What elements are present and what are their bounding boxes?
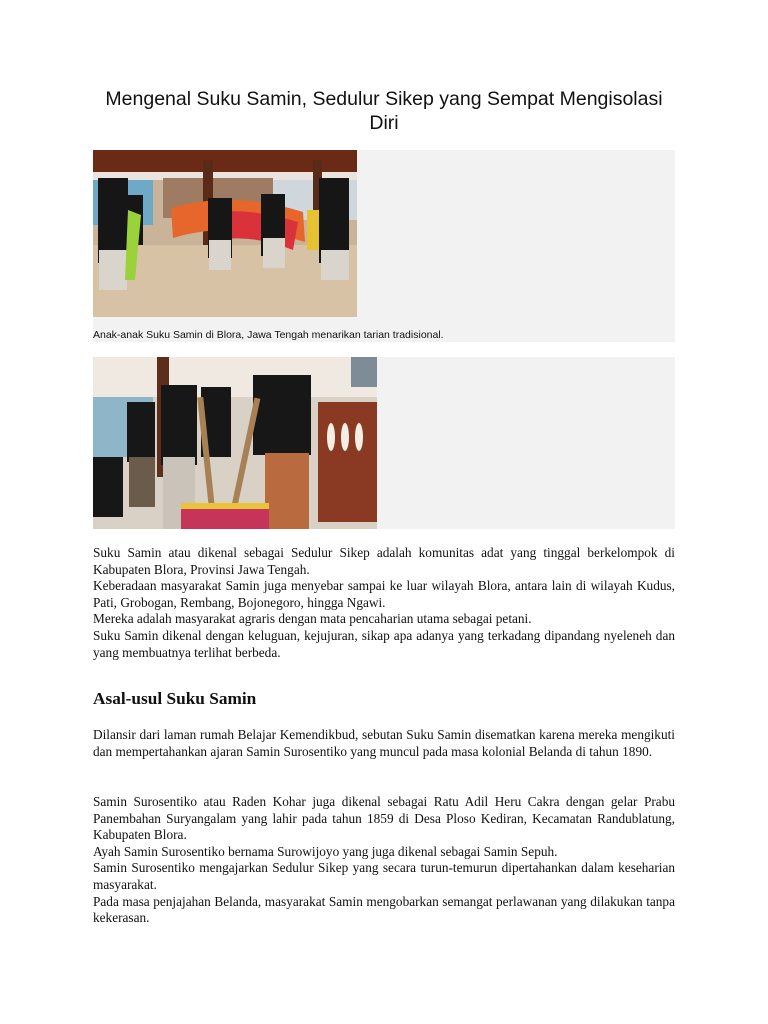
section-paragraph: Samin Surosentiko mengajarkan Sedulur Sikep yang secara turun-temurun dipertahankan dalam keseharian masyarakat. xyxy=(93,860,675,892)
figure-dance xyxy=(93,150,675,342)
section-text-2 xyxy=(93,794,675,927)
figure-caption: Anak-anak Suku Samin di Blora, Jawa Tengah menarikan tarian tradisional. xyxy=(93,329,444,341)
intro-paragraph: Suku Samin dikenal dengan keluguan, kejujuran, sikap apa adanya yang terkadang dipandang nyeleneh dan yang membuatnya terlihat berbeda. xyxy=(93,627,675,660)
section-paragraph: Pada masa penjajahan Belanda, masyarakat Samin mengobarkan semangat perlawanan yang dilakukan tanpa kekerasan. xyxy=(93,893,675,926)
intro-paragraph: Suku Samin atau dikenal sebagai Sedulur Sikep adalah komunitas adat yang tinggal berkelompok di Kabupaten Blora, Provinsi Jawa Tengah. xyxy=(93,545,675,577)
article-title: Mengenal Suku Samin, Sedulur Sikep yang Sempat Mengisolasi Diri xyxy=(105,88,663,134)
section-heading: Asal-usul Suku Samin xyxy=(93,689,257,708)
section-paragraph: Dilansir dari laman rumah Belajar Kemendikbud, sebutan Suku Samin disematkan karena mereka mengikuti dan mempertahankan ajaran Samin Surosentiko yang muncul pada masa kolonial Belanda di tahun 1890. xyxy=(93,727,675,759)
section-paragraph: Ayah Samin Surosentiko bernama Surowijoyo yang juga dikenal sebagai Samin Sepuh. xyxy=(93,843,558,859)
photo-children-dancing xyxy=(93,150,357,317)
section-text-1 xyxy=(93,727,675,760)
photo-women-pounding-rice xyxy=(93,357,377,529)
section-paragraph: Samin Surosentiko atau Raden Kohar juga dikenal sebagai Ratu Adil Heru Cakra dengan gelar Prabu Panembahan Suryangalam yang lahir pada tahun 1859 di Desa Ploso Kediran, Kecamatan Randublatung, Kabupaten Blora. xyxy=(93,794,675,843)
figure-pounding xyxy=(93,357,675,529)
intro-text xyxy=(93,545,675,661)
intro-paragraph: Keberadaan masyarakat Samin juga menyebar sampai ke luar wilayah Blora, antara lain di wilayah Kudus, Pati, Grobogan, Rembang, Bojonegoro, hingga Ngawi. xyxy=(93,578,675,610)
intro-paragraph: Mereka adalah masyarakat agraris dengan mata pencaharian utama sebagai petani. xyxy=(93,611,532,627)
